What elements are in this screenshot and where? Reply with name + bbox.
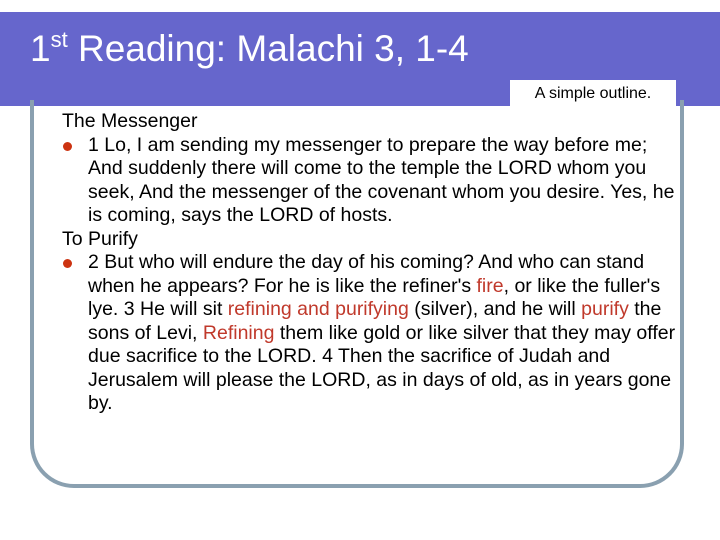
bullet-item-purify [62, 251, 682, 416]
slide-content [62, 110, 682, 416]
slide-title [30, 27, 469, 69]
bullet-icon [63, 142, 72, 151]
bullet-text-messenger: 1 Lo, I am sending my messenger to prepare the way before me; And suddenly there will come to the temple the LORD whom you seek, And the messenger of the covenant whom you desire. Yes, he is coming, says the LORD of hosts. [88, 133, 675, 226]
highlight-refining-purifying: refining and purifying [227, 298, 409, 320]
title-superscript: st [50, 27, 68, 52]
bullet-icon [63, 259, 72, 268]
section-heading-messenger: The Messenger [62, 110, 198, 132]
bullet-text-segment: (silver), and he will [408, 298, 582, 320]
highlight-refining: Refining [202, 321, 275, 344]
bullet-text-segment: 2 But who will endure the day of his coming? And who can stand when he appears? For he is like the refiner's [88, 251, 645, 297]
bullet-text-segment: , or like the fuller's lye. 3 He will sit [88, 274, 661, 320]
bullet-text-segment: the sons of Levi, [88, 298, 662, 344]
bullet-text-segment: them like gold or like silver that they may offer due sacrifice to the LORD. 4 Then the sacrifice of Judah and Jerusalem will please the LORD, as in days of old, as in years gone by. [88, 321, 676, 414]
section-heading-purify: To Purify [62, 227, 138, 250]
highlight-fire: fire [476, 274, 504, 297]
title-prefix: 1 [30, 28, 51, 69]
subtitle-box: A simple outline. [510, 80, 676, 108]
title-rest: Reading: Malachi 3, 1-4 [67, 28, 469, 69]
highlight-purify: purify [581, 298, 629, 320]
bullet-item-messenger [62, 134, 682, 228]
